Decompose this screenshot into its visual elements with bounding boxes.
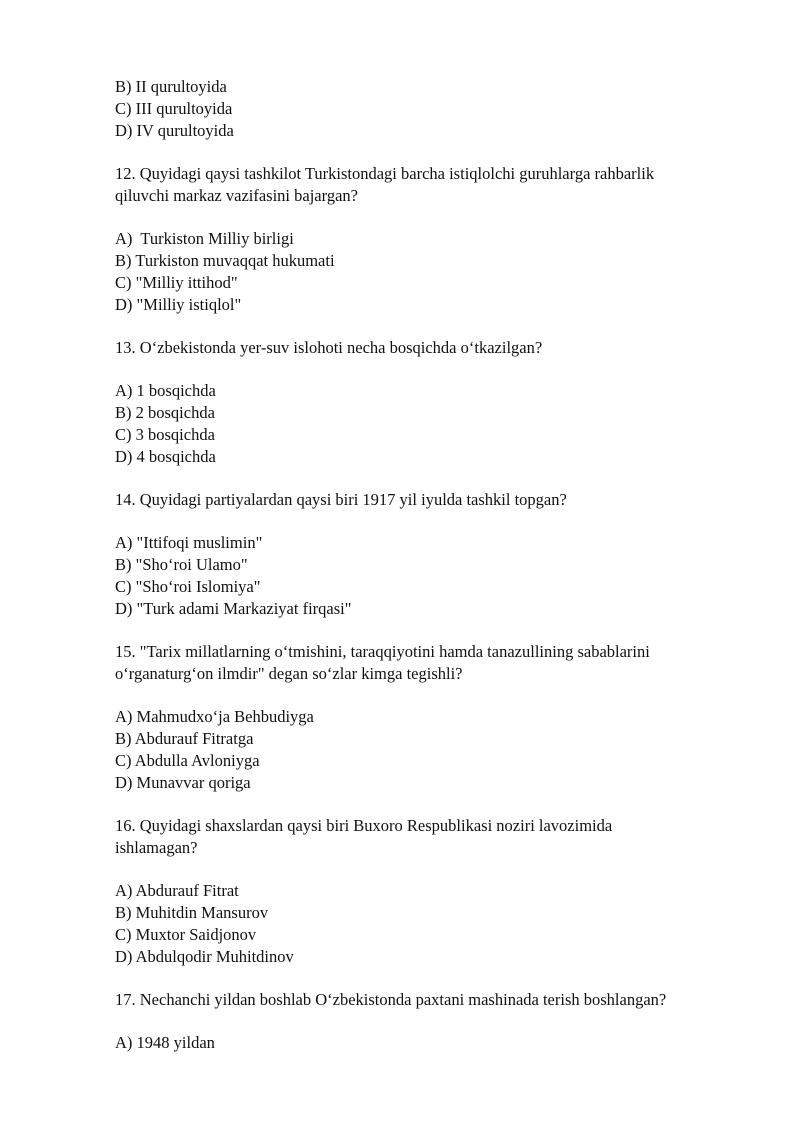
option: A) "Ittifoqi muslimin" [115,533,263,552]
option: A) Mahmudxo‘ja Behbudiyga [115,707,314,726]
question-16 [115,815,755,968]
question-text: 14. Quyidagi partiyalardan qaysi biri 1917 yil iyulda tashkil topgan? [115,490,567,509]
question-14 [115,489,755,620]
option: A) Turkiston Milliy birligi [115,229,294,248]
document-content [115,76,755,1054]
question-text: 15. "Tarix millatlarning o‘tmishini, taraqqiyotini hamda tanazullining sabablarini o‘rganaturg‘on ilmdir" degan so‘zlar kimga tegishli? [115,642,650,683]
question-text: 12. Quyidagi qaysi tashkilot Turkistondagi barcha istiqlolchi guruhlarga rahbarlik qiluvchi markaz vazifasini bajargan? [115,164,655,205]
question-13 [115,337,755,468]
option: A) Abdurauf Fitrat [115,881,239,900]
option: D) Abdulqodir Muhitdinov [115,947,294,966]
option: D) IV qurultoyida [115,121,234,140]
option: B) II qurultoyida [115,77,227,96]
question-text: 17. Nechanchi yildan boshlab O‘zbekistonda paxtani mashinada terish boshlangan? [115,990,667,1009]
option: B) "Sho‘roi Ulamo" [115,555,248,574]
option: B) 2 bosqichda [115,403,215,422]
option: D) "Turk adami Markaziyat firqasi" [115,599,352,618]
option: A) 1948 yildan [115,1033,215,1052]
option: D) Munavvar qoriga [115,773,251,792]
option: C) Muxtor Saidjonov [115,925,257,944]
question-12 [115,163,755,316]
previous-question-options [115,76,755,142]
option: B) Abdurauf Fitratga [115,729,254,748]
option: C) III qurultoyida [115,99,233,118]
option: C) "Milliy ittihod" [115,273,238,292]
question-text: 16. Quyidagi shaxslardan qaysi biri Buxoro Respublikasi noziri lavozimida ishlamagan? [115,816,613,857]
question-text: 13. O‘zbekistonda yer-suv islohoti necha bosqichda o‘tkazilgan? [115,338,543,357]
option: B) Turkiston muvaqqat hukumati [115,251,335,270]
option: B) Muhitdin Mansurov [115,903,269,922]
option: D) 4 bosqichda [115,447,216,466]
option: A) 1 bosqichda [115,381,216,400]
question-15 [115,641,755,794]
option: C) "Sho‘roi Islomiya" [115,577,261,596]
option: C) 3 bosqichda [115,425,215,444]
question-17 [115,989,755,1054]
option: D) "Milliy istiqlol" [115,295,242,314]
option: C) Abdulla Avloniyga [115,751,260,770]
